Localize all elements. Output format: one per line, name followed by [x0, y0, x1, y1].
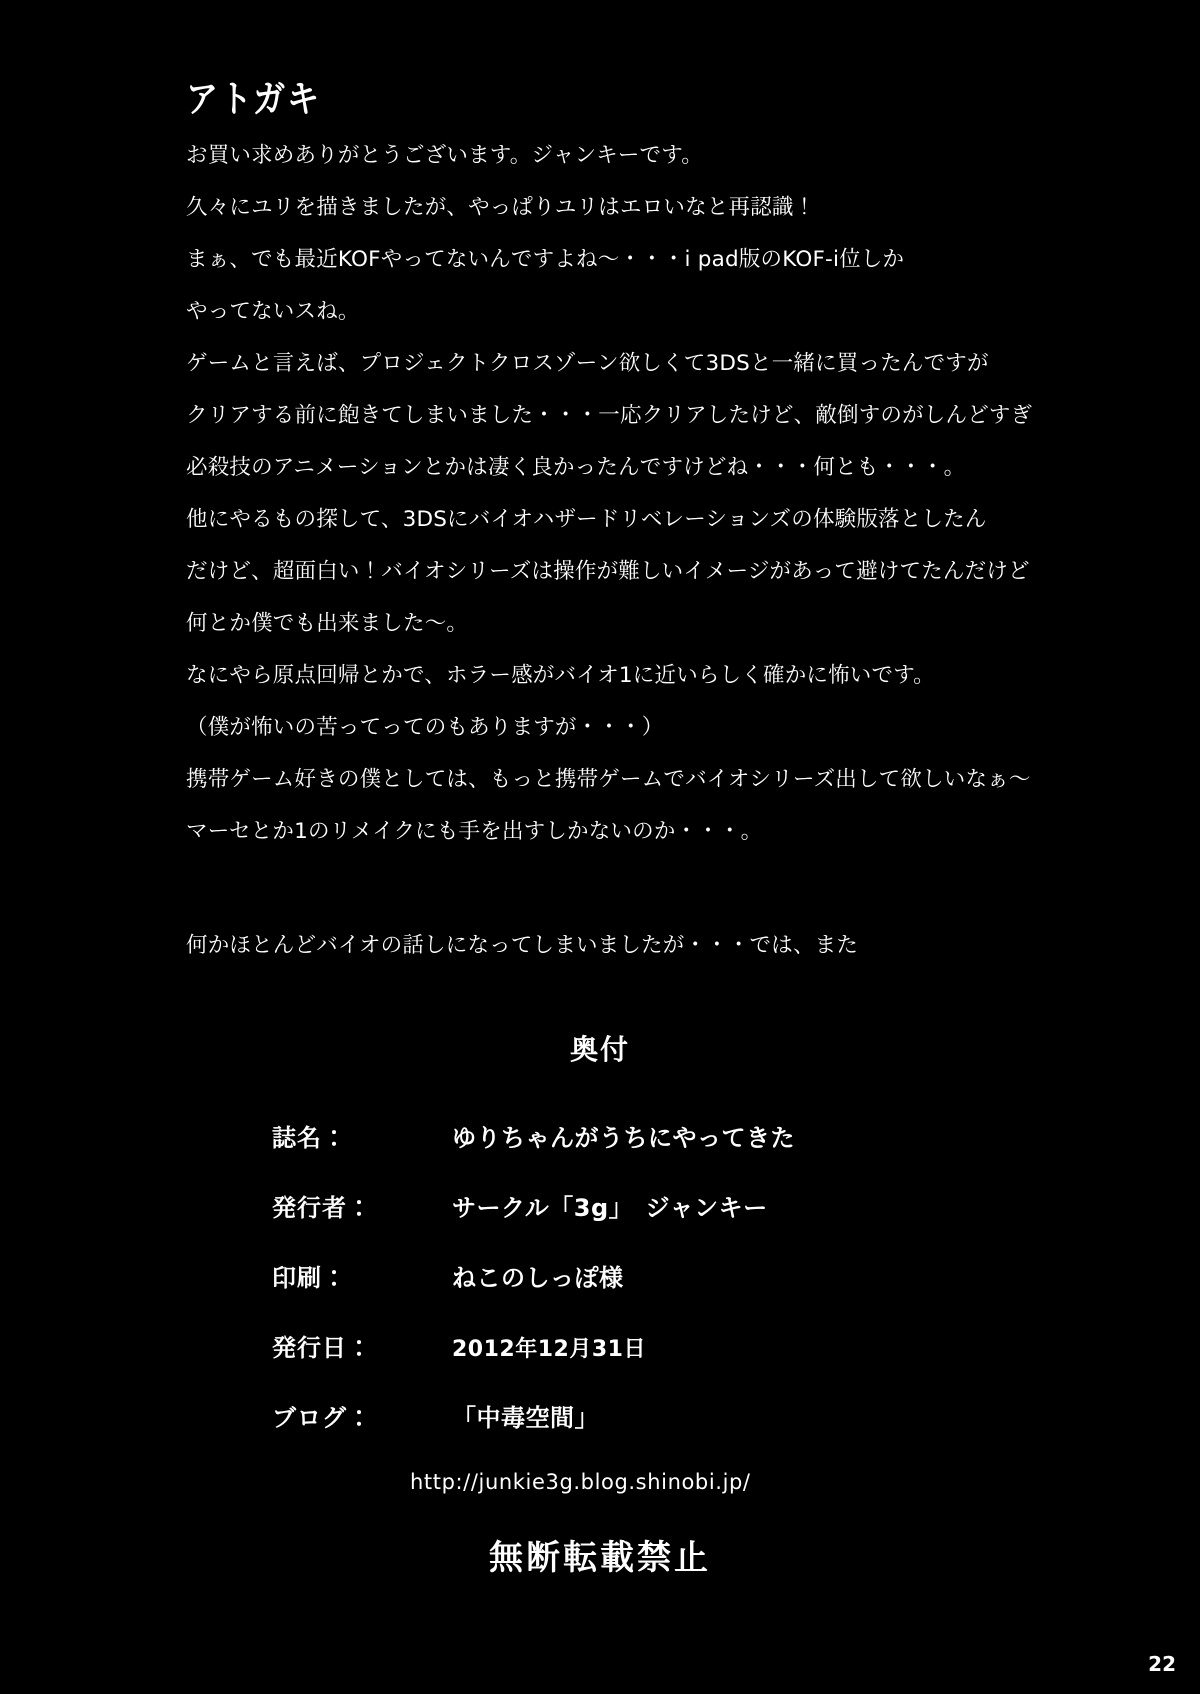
colophon-label: 誌名： — [272, 1124, 347, 1152]
colophon-row — [272, 1118, 992, 1188]
afterword-line: クリアする前に飽きてしまいました・・・一応クリアしたけど、敵倒すのがしんどすぎ — [186, 403, 1033, 428]
afterword-body — [186, 130, 1146, 972]
colophon-label: 印刷： — [272, 1264, 347, 1292]
colophon-row — [272, 1258, 992, 1328]
colophon-label: ブログ： — [272, 1404, 372, 1432]
afterword-closing-line: 何かほとんどバイオの話しになってしまいましたが・・・では、また — [186, 933, 859, 958]
afterword-line: 何とか僕でも出来ました〜。 — [186, 611, 469, 636]
afterword-line: 他にやるもの探して、3DSにバイオハザードリベレーションズの体験版落としたん — [186, 507, 987, 532]
afterword-line: やってないスね。 — [186, 299, 360, 324]
afterword-line: 携帯ゲーム好きの僕としては、もっと携帯ゲームでバイオシリーズ出して欲しいなぁ〜 — [186, 767, 1031, 792]
afterword-line: まぁ、でも最近KOFやってないんですよね〜・・・i pad版のKOF-i位しか — [186, 247, 905, 272]
colophon-heading: 奥付 — [569, 1033, 630, 1066]
colophon-label: 発行者： — [272, 1194, 372, 1222]
no-reprint-notice: 無断転載禁止 — [489, 1538, 711, 1578]
colophon-value: ねこのしっぽ様 — [452, 1264, 624, 1292]
colophon-value: 「中毒空間」 — [452, 1404, 599, 1432]
afterword-line: ゲームと言えば、プロジェクトクロスゾーン欲しくて3DSと一緒に買ったんですが — [186, 351, 989, 376]
colophon-row — [272, 1398, 992, 1468]
colophon-value: サークル「3g」 ジャンキー — [452, 1194, 768, 1222]
colophon-value: ゆりちゃんがうちにやってきた — [452, 1124, 795, 1152]
colophon-label: 発行日： — [272, 1334, 372, 1362]
afterword-line: なにやら原点回帰とかで、ホラー感がバイオ1に近いらしく確かに怖いです。 — [186, 663, 935, 688]
afterword-line: 必殺技のアニメーションとかは凄く良かったんですけどね・・・何とも・・・。 — [186, 455, 966, 480]
blog-url[interactable]: http://junkie3g.blog.shinobi.jp/ — [410, 1470, 751, 1494]
afterword-line: お買い求めありがとうございます。ジャンキーです。 — [186, 143, 703, 168]
afterword-line: マーセとか1のリメイクにも手を出すしかないのか・・・。 — [186, 819, 763, 844]
afterword-line: だけど、超面白い！バイオシリーズは操作が難しいイメージがあって避けてたんだけど — [186, 559, 1030, 584]
page-number: 22 — [1148, 1652, 1176, 1676]
colophon-row — [272, 1188, 992, 1258]
afterword-line: 久々にユリを描きましたが、やっぱりユリはエロいなと再認識！ — [186, 195, 816, 220]
colophon-row — [272, 1328, 992, 1398]
colophon-table — [272, 1118, 992, 1468]
afterword-title: アトガキ — [186, 76, 322, 121]
afterword-line: （僕が怖いの苦ってってのもありますが・・・） — [186, 715, 664, 740]
colophon-value: 2012年12月31日 — [452, 1337, 646, 1362]
